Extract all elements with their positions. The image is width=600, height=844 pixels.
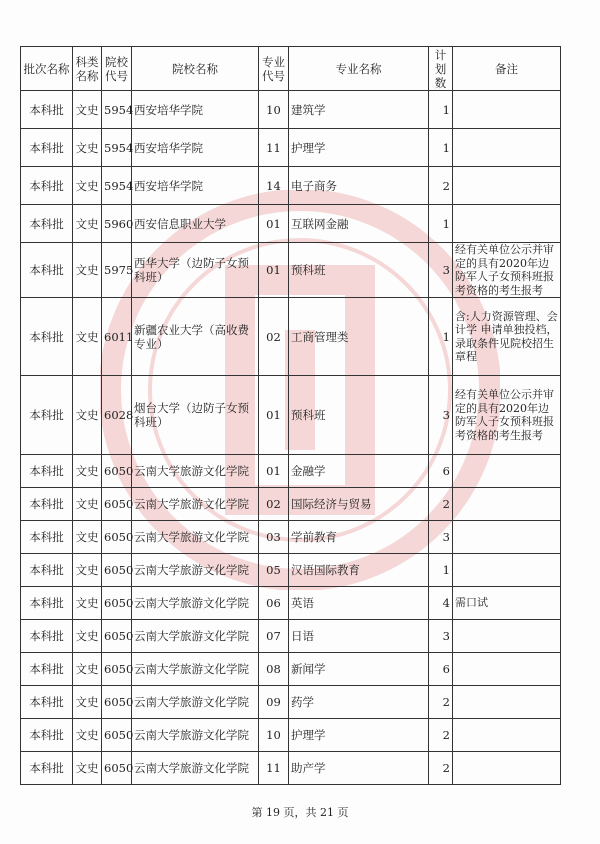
major-code-cell: 01 xyxy=(259,243,289,298)
remarks-cell xyxy=(453,91,561,129)
major-name-cell: 助产学 xyxy=(289,752,429,785)
column-header: 专业名称 xyxy=(289,47,429,91)
category-cell: 文史 xyxy=(73,376,102,455)
major-code-cell: 10 xyxy=(259,719,289,752)
remarks-cell: 经有关单位公示并审定的具有2020年边防军人子女预科班报考资格的考生报考 xyxy=(453,376,561,455)
plan-count-cell: 2 xyxy=(429,752,453,785)
batch-cell: 本科批 xyxy=(21,205,73,243)
school-code-cell: 6050 xyxy=(102,488,132,521)
plan-count-cell: 1 xyxy=(429,554,453,587)
category-cell: 文史 xyxy=(73,167,102,205)
major-name-cell: 预科班 xyxy=(289,376,429,455)
batch-cell: 本科批 xyxy=(21,686,73,719)
major-code-cell: 10 xyxy=(259,91,289,129)
table-row xyxy=(21,129,561,167)
school-name-cell: 云南大学旅游文化学院 xyxy=(132,752,259,785)
plan-count-cell: 6 xyxy=(429,455,453,488)
remarks-cell xyxy=(453,167,561,205)
plan-count-cell: 3 xyxy=(429,243,453,298)
column-header: 计划数 xyxy=(429,47,453,91)
plan-count-cell: 3 xyxy=(429,620,453,653)
category-cell: 文史 xyxy=(73,653,102,686)
remarks-cell xyxy=(453,719,561,752)
school-name-cell: 西安培华学院 xyxy=(132,91,259,129)
school-name-cell: 西安培华学院 xyxy=(132,167,259,205)
table-row xyxy=(21,554,561,587)
major-name-cell: 预科班 xyxy=(289,243,429,298)
major-code-cell: 02 xyxy=(259,298,289,376)
major-name-cell: 工商管理类 xyxy=(289,298,429,376)
batch-cell: 本科批 xyxy=(21,455,73,488)
admission-plan-table xyxy=(20,46,561,785)
remarks-cell xyxy=(453,653,561,686)
batch-cell: 本科批 xyxy=(21,554,73,587)
major-code-cell: 02 xyxy=(259,488,289,521)
school-name-cell: 西安信息职业大学 xyxy=(132,205,259,243)
major-code-cell: 01 xyxy=(259,376,289,455)
table-row xyxy=(21,587,561,620)
column-header: 科类名称 xyxy=(73,47,102,91)
category-cell: 文史 xyxy=(73,752,102,785)
school-code-cell: 6011 xyxy=(102,298,132,376)
batch-cell: 本科批 xyxy=(21,298,73,376)
major-name-cell: 护理学 xyxy=(289,719,429,752)
batch-cell: 本科批 xyxy=(21,488,73,521)
major-code-cell: 08 xyxy=(259,653,289,686)
school-code-cell: 6050 xyxy=(102,686,132,719)
school-name-cell: 云南大学旅游文化学院 xyxy=(132,521,259,554)
school-name-cell: 云南大学旅游文化学院 xyxy=(132,719,259,752)
remarks-cell xyxy=(453,554,561,587)
category-cell: 文史 xyxy=(73,243,102,298)
major-name-cell: 护理学 xyxy=(289,129,429,167)
major-name-cell: 学前教育 xyxy=(289,521,429,554)
table-row xyxy=(21,686,561,719)
category-cell: 文史 xyxy=(73,129,102,167)
plan-count-cell: 1 xyxy=(429,129,453,167)
school-name-cell: 烟台大学（边防子女预科班） xyxy=(132,376,259,455)
table-row xyxy=(21,752,561,785)
school-code-cell: 6050 xyxy=(102,752,132,785)
table-header-row xyxy=(21,47,561,91)
category-cell: 文史 xyxy=(73,587,102,620)
school-code-cell: 6028 xyxy=(102,376,132,455)
school-code-cell: 6050 xyxy=(102,620,132,653)
category-cell: 文史 xyxy=(73,298,102,376)
major-code-cell: 03 xyxy=(259,521,289,554)
batch-cell: 本科批 xyxy=(21,653,73,686)
page-footer: 第 19 页，共 21 页 xyxy=(251,806,349,819)
school-name-cell: 云南大学旅游文化学院 xyxy=(132,686,259,719)
category-cell: 文史 xyxy=(73,521,102,554)
remarks-cell xyxy=(453,129,561,167)
category-cell: 文史 xyxy=(73,205,102,243)
school-name-cell: 云南大学旅游文化学院 xyxy=(132,653,259,686)
batch-cell: 本科批 xyxy=(21,91,73,129)
plan-count-cell: 1 xyxy=(429,205,453,243)
plan-count-cell: 1 xyxy=(429,298,453,376)
school-name-cell: 云南大学旅游文化学院 xyxy=(132,587,259,620)
major-name-cell: 国际经济与贸易 xyxy=(289,488,429,521)
plan-count-cell: 3 xyxy=(429,521,453,554)
school-name-cell: 云南大学旅游文化学院 xyxy=(132,488,259,521)
major-code-cell: 06 xyxy=(259,587,289,620)
remarks-cell: 经有关单位公示并审定的具有2020年边防军人子女预科班报考资格的考生报考 xyxy=(453,243,561,298)
column-header: 批次名称 xyxy=(21,47,73,91)
major-code-cell: 01 xyxy=(259,205,289,243)
major-name-cell: 汉语国际教育 xyxy=(289,554,429,587)
major-name-cell: 建筑学 xyxy=(289,91,429,129)
school-code-cell: 6050 xyxy=(102,653,132,686)
column-header: 院校代号 xyxy=(102,47,132,91)
major-code-cell: 14 xyxy=(259,167,289,205)
major-name-cell: 新闻学 xyxy=(289,653,429,686)
remarks-cell xyxy=(453,488,561,521)
table-row xyxy=(21,205,561,243)
table-row xyxy=(21,521,561,554)
major-name-cell: 英语 xyxy=(289,587,429,620)
plan-count-cell: 2 xyxy=(429,488,453,521)
remarks-cell xyxy=(453,455,561,488)
major-code-cell: 11 xyxy=(259,129,289,167)
remarks-cell xyxy=(453,205,561,243)
school-code-cell: 5960 xyxy=(102,205,132,243)
plan-count-cell: 4 xyxy=(429,587,453,620)
table-row xyxy=(21,488,561,521)
batch-cell: 本科批 xyxy=(21,521,73,554)
batch-cell: 本科批 xyxy=(21,587,73,620)
school-code-cell: 6050 xyxy=(102,554,132,587)
remarks-cell: 含:人力资源管理、会计学 申请单独投档，录取条件见院校招生章程 xyxy=(453,298,561,376)
school-name-cell: 云南大学旅游文化学院 xyxy=(132,455,259,488)
table-row xyxy=(21,91,561,129)
batch-cell: 本科批 xyxy=(21,243,73,298)
table-row xyxy=(21,719,561,752)
major-name-cell: 金融学 xyxy=(289,455,429,488)
plan-count-cell: 1 xyxy=(429,91,453,129)
school-name-cell: 西安培华学院 xyxy=(132,129,259,167)
remarks-cell xyxy=(453,620,561,653)
batch-cell: 本科批 xyxy=(21,752,73,785)
major-code-cell: 05 xyxy=(259,554,289,587)
category-cell: 文史 xyxy=(73,488,102,521)
batch-cell: 本科批 xyxy=(21,620,73,653)
category-cell: 文史 xyxy=(73,620,102,653)
batch-cell: 本科批 xyxy=(21,376,73,455)
school-code-cell: 5954 xyxy=(102,129,132,167)
category-cell: 文史 xyxy=(73,554,102,587)
major-name-cell: 互联网金融 xyxy=(289,205,429,243)
table-row xyxy=(21,653,561,686)
school-name-cell: 云南大学旅游文化学院 xyxy=(132,620,259,653)
category-cell: 文史 xyxy=(73,91,102,129)
remarks-cell: 需口试 xyxy=(453,587,561,620)
table-row xyxy=(21,455,561,488)
major-name-cell: 电子商务 xyxy=(289,167,429,205)
school-code-cell: 6050 xyxy=(102,455,132,488)
remarks-cell xyxy=(453,521,561,554)
school-code-cell: 6050 xyxy=(102,521,132,554)
column-header: 备注 xyxy=(453,47,561,91)
column-header: 院校名称 xyxy=(132,47,259,91)
school-code-cell: 6050 xyxy=(102,719,132,752)
batch-cell: 本科批 xyxy=(21,719,73,752)
school-code-cell: 5975 xyxy=(102,243,132,298)
plan-count-cell: 2 xyxy=(429,686,453,719)
table-row xyxy=(21,376,561,455)
table-row xyxy=(21,620,561,653)
plan-count-cell: 2 xyxy=(429,719,453,752)
batch-cell: 本科批 xyxy=(21,167,73,205)
school-name-cell: 西华大学（边防子女预科班） xyxy=(132,243,259,298)
table-row xyxy=(21,243,561,298)
major-code-cell: 09 xyxy=(259,686,289,719)
plan-count-cell: 6 xyxy=(429,653,453,686)
remarks-cell xyxy=(453,752,561,785)
school-code-cell: 6050 xyxy=(102,587,132,620)
remarks-cell xyxy=(453,686,561,719)
category-cell: 文史 xyxy=(73,686,102,719)
major-code-cell: 07 xyxy=(259,620,289,653)
school-code-cell: 5954 xyxy=(102,91,132,129)
table-row xyxy=(21,298,561,376)
table-row xyxy=(21,167,561,205)
major-code-cell: 01 xyxy=(259,455,289,488)
batch-cell: 本科批 xyxy=(21,129,73,167)
school-name-cell: 新疆农业大学（高收费专业） xyxy=(132,298,259,376)
major-name-cell: 日语 xyxy=(289,620,429,653)
major-name-cell: 药学 xyxy=(289,686,429,719)
category-cell: 文史 xyxy=(73,455,102,488)
plan-count-cell: 3 xyxy=(429,376,453,455)
school-name-cell: 云南大学旅游文化学院 xyxy=(132,554,259,587)
school-code-cell: 5954 xyxy=(102,167,132,205)
major-code-cell: 11 xyxy=(259,752,289,785)
plan-count-cell: 2 xyxy=(429,167,453,205)
column-header: 专业代号 xyxy=(259,47,289,91)
category-cell: 文史 xyxy=(73,719,102,752)
